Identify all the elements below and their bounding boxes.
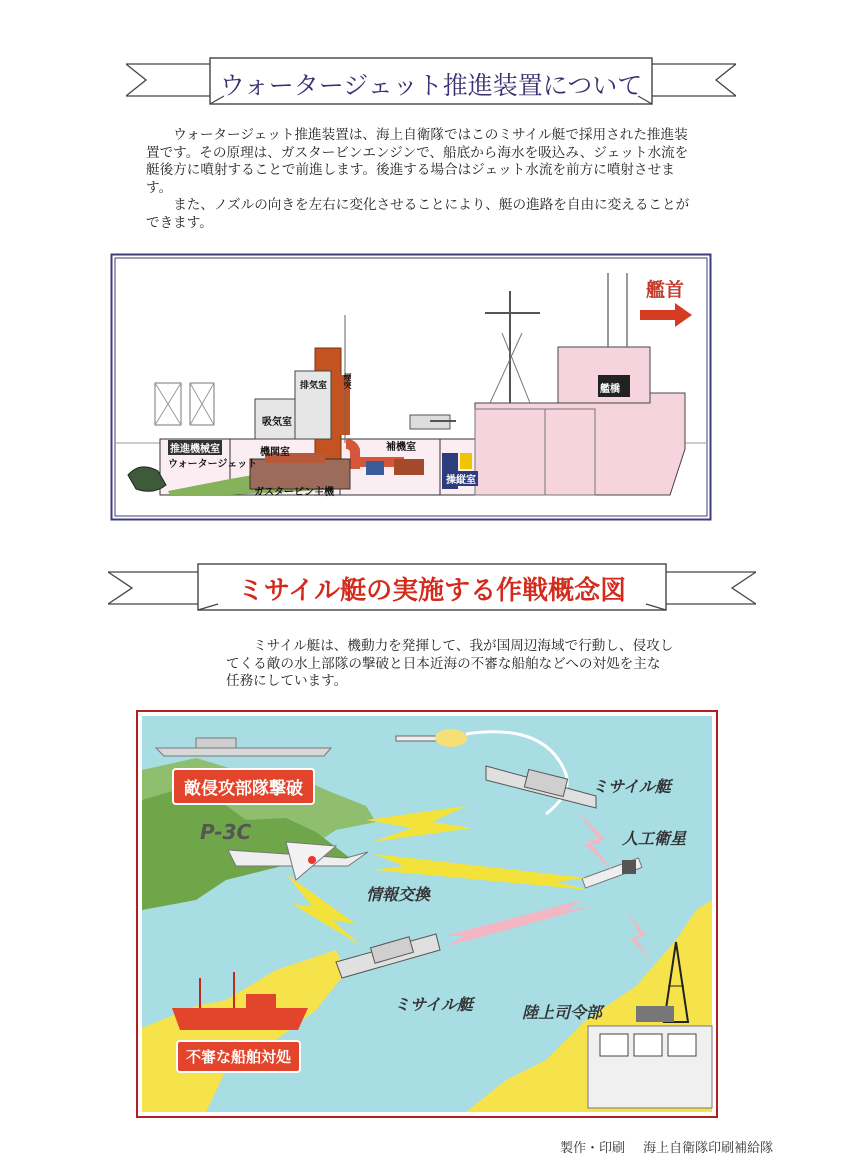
section2-paragraph: ミサイル艇は、機動力を発揮して、我が国周辺海域で行動し、侵攻してくる敵の水上部隊の撃破と日本近海の不審な船舶などへの対処を主な任務にしています。 bbox=[226, 638, 674, 689]
aux-room-label: 補機室 bbox=[386, 442, 416, 453]
missile-boat-label-top: ミサイル艇 bbox=[592, 777, 671, 796]
bridge-label: 艦橋 bbox=[600, 384, 620, 395]
satellite-label: 人工衛星 bbox=[622, 829, 687, 848]
info-exchange-label: 情報交換 bbox=[366, 885, 431, 904]
section1-title: ウォータージェット推進装置について bbox=[219, 71, 643, 100]
suspicious-ship-label: 不審な船舶対処 bbox=[176, 1040, 301, 1073]
section1-paragraph-2: また、ノズルの向きを左右に変化させることにより、艇の進路を自由に変えることができます。 bbox=[146, 197, 690, 231]
section1-banner bbox=[126, 52, 736, 112]
waterjet-ship-diagram bbox=[110, 253, 712, 521]
p3c-label: P-3C bbox=[200, 820, 252, 844]
footer-production: 製作・印刷 bbox=[560, 1141, 626, 1156]
footer-credit bbox=[560, 1137, 787, 1156]
section2-title: ミサイル艇の実施する作戦概念図 bbox=[237, 576, 627, 606]
waterjet-label: ウォータージェット bbox=[168, 459, 258, 470]
ground-hq-label: 陸上司令部 bbox=[522, 1003, 603, 1022]
bow-label: 艦首 bbox=[646, 279, 685, 301]
section1-paragraph-1: ウォータージェット推進装置は、海上自衛隊ではこのミサイル艇で採用された推進装置です。その原理は、ガスタービンエンジンで、船底から海水を吸込み、ジェット水流を艇後方に噴射することで前進します。後進する場合はジェット水流を前方に噴射させます。 bbox=[146, 127, 689, 196]
missile-boat-label-bottom: ミサイル艇 bbox=[394, 995, 473, 1014]
section2-description bbox=[226, 638, 674, 691]
gas-turbine-label: ガスタービン主機 bbox=[254, 487, 334, 498]
exhaust-room-label: 排気室 bbox=[300, 381, 328, 391]
section1-description bbox=[146, 127, 694, 232]
enemy-destroy-label: 敵侵攻部隊撃破 bbox=[172, 768, 315, 805]
engine-room-label: 機関室 bbox=[260, 447, 290, 458]
propulsion-room-label: 推進機械室 bbox=[168, 440, 222, 455]
intake-room-label: 吸気室 bbox=[262, 417, 292, 428]
operation-concept-diagram bbox=[136, 710, 718, 1118]
section2-banner bbox=[108, 558, 756, 618]
stack-label: 煙突 bbox=[343, 373, 352, 389]
ship-cross-section-graphic bbox=[110, 253, 712, 521]
footer-unit: 海上自衛隊印刷補給隊 bbox=[643, 1141, 774, 1156]
control-room-label: 操縦室 bbox=[444, 471, 478, 486]
